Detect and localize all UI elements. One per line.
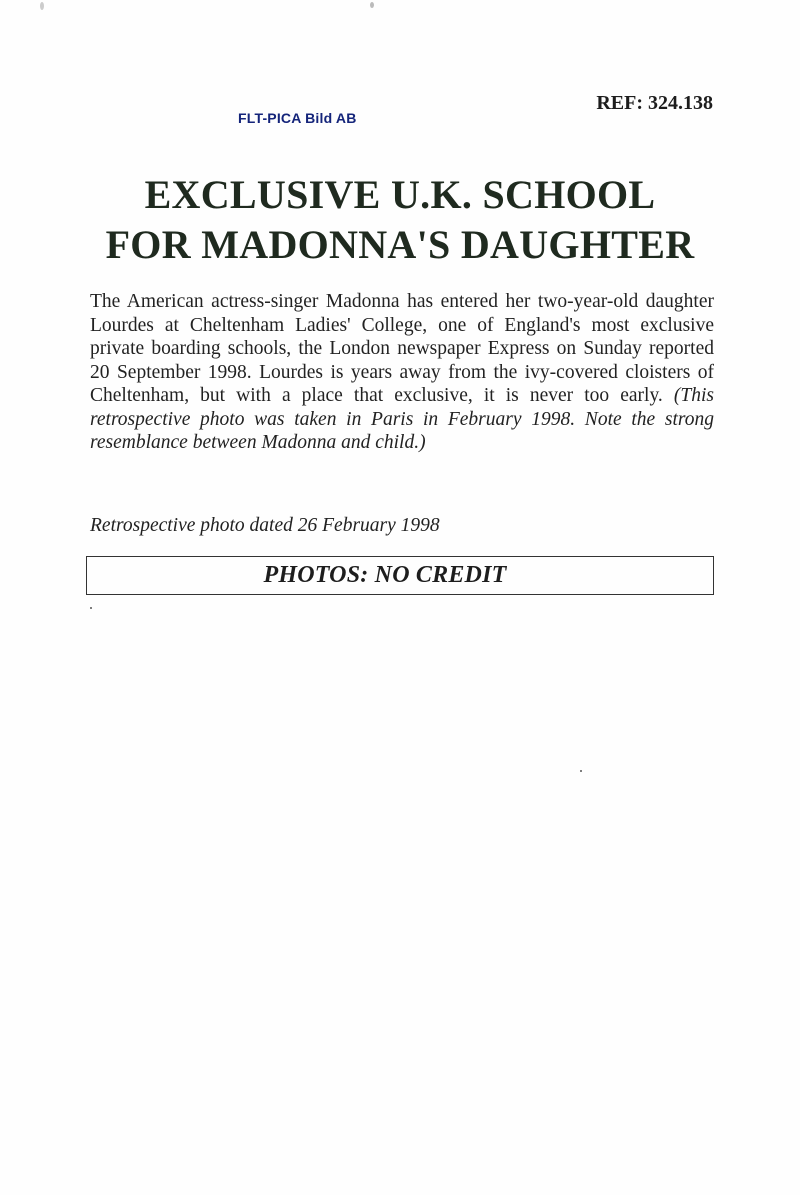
scan-speck — [370, 2, 374, 8]
scan-speck — [90, 607, 92, 609]
agency-name: FLT-PICA Bild AB — [238, 110, 357, 126]
scan-speck — [580, 770, 582, 772]
credit-box — [86, 556, 714, 595]
scan-speck — [40, 2, 44, 10]
reference-number: REF: 324.138 — [596, 92, 713, 114]
article-body — [90, 290, 714, 455]
headline-line-1: EXCLUSIVE U.K. SCHOOL — [144, 172, 656, 217]
photo-dateline: Retrospective photo dated 26 February 1998 — [90, 515, 440, 536]
credit-text: PHOTOS: NO CREDIT — [263, 562, 507, 588]
article-main-text: The American actress-singer Madonna has entered her two-year-old daughter Lourdes at Cheltenham Ladies' College, one of England's most exclusive private boarding schools, the London newspaper Express on Sunday reported 20 September 1998. Lourdes is years away from the ivy-covered cloisters of Cheltenham, but with a place that exclusive, it is never too early. — [90, 291, 714, 406]
headline-line-2: FOR MADONNA'S DAUGHTER — [105, 222, 695, 267]
headline — [60, 170, 740, 270]
article-italic-note: (This retrospective photo was taken in Paris in February 1998. Note the strong resemblance between Madonna and child.) — [90, 385, 715, 453]
